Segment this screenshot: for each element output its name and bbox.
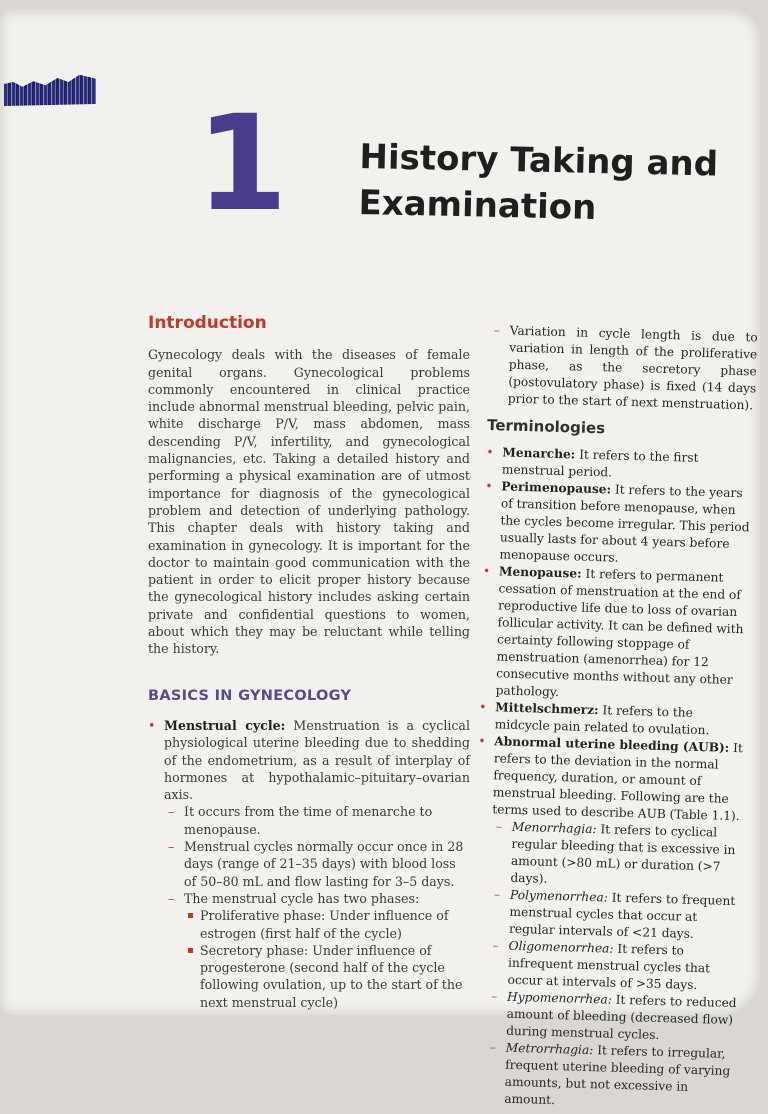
aub-text: It refers to frequent menstrual cycles that occur at regular intervals of <21 days. xyxy=(508,890,736,941)
book-page xyxy=(0,10,760,1108)
list-item xyxy=(489,886,742,944)
list-item xyxy=(484,1039,738,1114)
list-item xyxy=(164,890,470,1011)
phases-intro: The menstrual cycle has two phases: xyxy=(184,890,420,906)
list-item: – It occurs from the time of menarche to menopause. xyxy=(164,803,470,838)
menstrual-cycle-text: Menstruation is a cyclical physiological uterine bleeding due to shedding of the endometrium, as a result of interplay of hormones at hypothalamic–pituitary–ovarian axis. xyxy=(164,717,470,803)
aub-term: Oligomenorrhea: xyxy=(508,938,614,956)
list-item xyxy=(479,563,751,706)
term-text: It refers to the deviation in the normal frequency, duration, or amount of menstrual bleeding. Following are the terms used to describe AUB (Table 1.1). xyxy=(492,740,744,824)
basics-heading: BASICS IN GYNECOLOGY xyxy=(148,687,352,704)
term-label: Mittelschmerz: xyxy=(495,700,599,718)
list-item xyxy=(486,988,739,1046)
term-label: Perimenopause: xyxy=(501,479,612,497)
list-item: – Menstrual cycles normally occur once in 28 days (range of 21–35 days) with blood loss of 50–80 mL and flow lasting for 3–5 days. xyxy=(164,838,470,890)
right-column xyxy=(468,322,758,1114)
term-label: Abnormal uterine bleeding (AUB): xyxy=(494,734,730,755)
term-text: It refers to the first menstrual period. xyxy=(501,447,699,480)
list-item xyxy=(148,717,470,1011)
aub-term: Menorrhagia: xyxy=(511,819,597,837)
cycle-sublist xyxy=(164,803,470,1011)
chapter-title-line2: Examination xyxy=(358,182,597,228)
menstrual-cycle-term: Menstrual cycle: xyxy=(164,717,286,733)
introduction-paragraph: Gynecology deals with the diseases of female genital organs. Gynecological problems commonly encountered in clinical practice include abnormal menstrual bleeding, pelvic pain, white discharge P/V, mass abdomen, mass descending P/V, infertility, and gynecological malignancies, etc. Taking a detailed history and performing a physical examination are of utmost importance for diagnosis of the gynecological problem and detection of underlying pathology. This chapter deals with history taking and examination in gynecology. It is important for the doctor to maintain good communication with the patient in order to elicit proper history because the gynecological history includes asking certain private and confidential questions to women, about which they may be reluctant while telling the history. xyxy=(148,347,470,657)
list-item xyxy=(468,733,746,1114)
term-label: Menopause: xyxy=(498,564,582,581)
phases-list xyxy=(184,907,470,1011)
chapter-number: 1 xyxy=(196,87,288,241)
variation-text: – Variation in cycle length is due to variation in length of the proliferative phase, as the secretory phase (postovulatory phase) is fixed (14 days prior to the start of next menstruation). xyxy=(488,322,758,414)
aub-term: Polymenorrhea: xyxy=(509,887,609,905)
aub-text: It refers to reduced amount of bleeding (decreased flow) during menstrual cycles. xyxy=(506,992,737,1043)
chapter-title-line1: History Taking and xyxy=(359,136,719,185)
list-item xyxy=(487,937,740,995)
term-text: It refers to the years of transition before menopause, when the cycles become irregular. This period usually lasts for about 4 years before menopause occurs. xyxy=(499,482,750,565)
basics-list xyxy=(148,717,470,1011)
aub-text: It refers to irregular, frequent uterine bleeding of varying amounts, but not excessive in amount. xyxy=(504,1043,731,1108)
left-column xyxy=(148,315,470,1011)
list-item: Secretory phase: Under influence of progesterone (second half of the cycle following ovulation, up to the start of the next menstrual cycle) xyxy=(184,942,470,1011)
chapter-thumb-tab xyxy=(4,70,96,110)
terminologies-heading: Terminologies xyxy=(486,415,606,438)
aub-sublist xyxy=(484,818,744,1114)
term-text: It refers to permanent cessation of menstruation at the end of reproductive life due to loss of ovarian follicular activity. It can be defined with certainty following stoppage of menstruation (amenorrhea) for 12 consecutive months without any other pathology. xyxy=(495,566,744,700)
chapter-title xyxy=(358,134,740,234)
introduction-heading: Introduction xyxy=(148,313,267,333)
list-item xyxy=(483,478,753,570)
aub-term: Hypomenorrhea: xyxy=(506,989,613,1007)
aub-text: It refers to cyclical regular bleeding that is excessive in amount (>80 mL) or duration (>7 days). xyxy=(510,822,736,886)
aub-text: It refers to infrequent menstrual cycles that occur at intervals of >35 days. xyxy=(507,941,711,993)
list-item: Proliferative phase: Under influence of estrogen (first half of the cycle) xyxy=(184,907,470,942)
aub-term: Metrorrhagia: xyxy=(505,1040,594,1058)
term-text: It refers to the midcycle pain related to ovulation. xyxy=(494,703,710,738)
list-item xyxy=(490,818,744,893)
term-label: Menarche: xyxy=(502,445,576,462)
terminologies-list xyxy=(468,444,754,1114)
